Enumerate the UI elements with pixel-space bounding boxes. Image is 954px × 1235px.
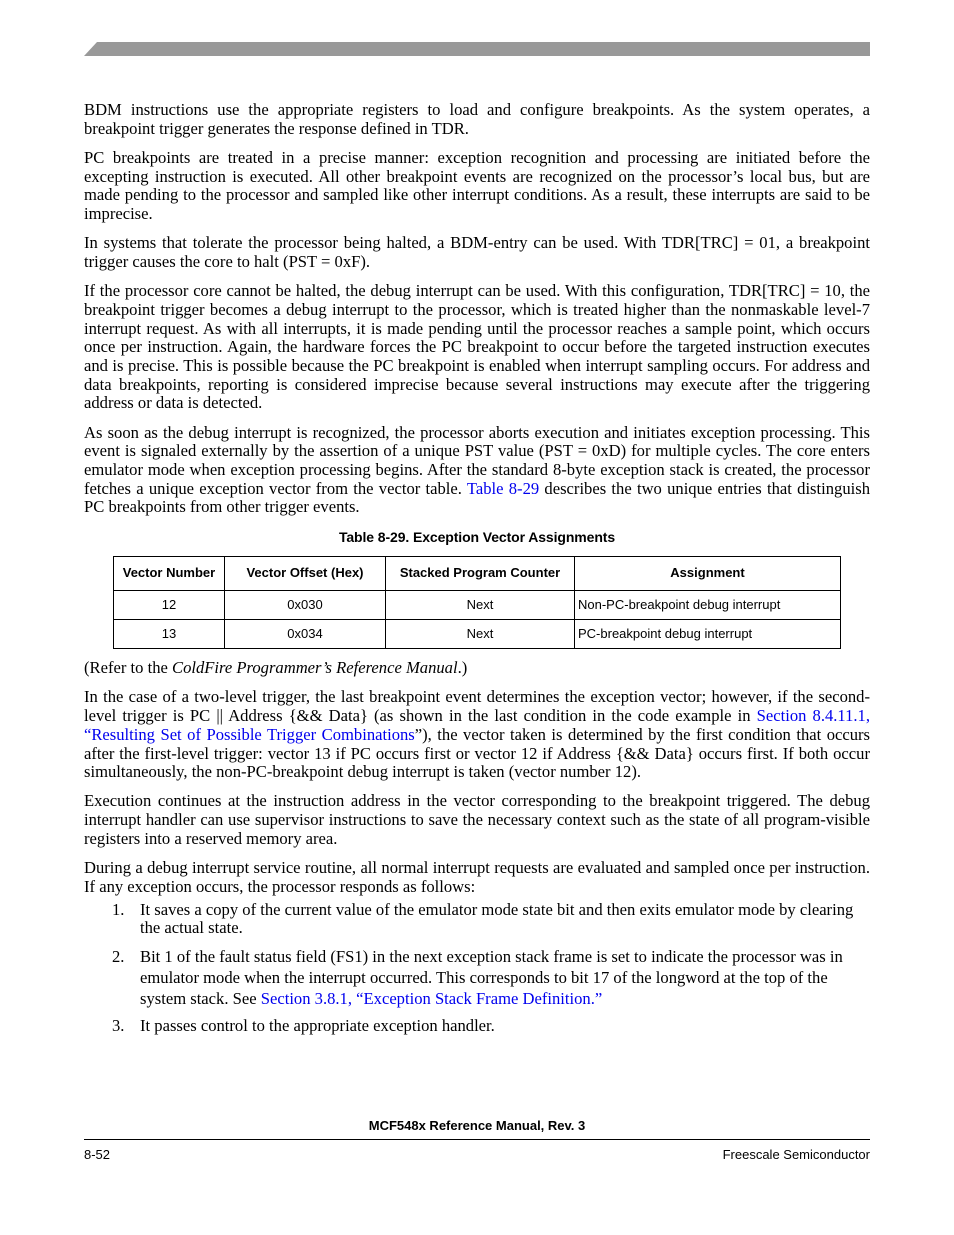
header-stacked-pc: Stacked Program Counter <box>386 557 575 591</box>
list-text: It passes control to the appropriate exception handler. <box>140 1015 495 1035</box>
list-number: 2. <box>112 946 125 966</box>
company-name: Freescale Semiconductor <box>722 1147 870 1162</box>
list-item <box>84 901 870 938</box>
page-number: 8-52 <box>84 1147 111 1162</box>
paragraph-text: (Refer to the <box>84 658 173 678</box>
paragraph: If the processor core cannot be halted, the debug interrupt can be used. With this configuration, TDR[TRC] = 10, the breakpoint trigger becomes a debug interrupt to the processor, which is treated higher than the nonmaskable level-7 interrupt request. As with all interrupts, it is made pending until the processor reaches a sample point, which occurs once per instruction. Again, the hardware forces the PC breakpoint to occur before the targeted instruction executes and is precise. This is possible because the PC breakpoint is enabled when interrupt sampling occurs. For address and data breakpoints, reporting is considered imprecise because several instructions may execute after the triggering address or data is detected. <box>84 281 870 413</box>
paragraph-text: As soon as the debug interrupt is recognized, the processor aborts execution and initiates exception processing. This event is signaled externally by the assertion of a unique PST value (PST = 0xD) for multiple cycles. The core enters emulator mode when exception processing begins. After the standard 8-byte exception stack is created, the processor fetches a unique exception vector from the vector table. <box>84 422 870 498</box>
cell-vector-offset: 0x030 <box>225 591 386 620</box>
cell-vector-offset: 0x034 <box>225 620 386 649</box>
footer-divider <box>84 1139 870 1140</box>
header-assignment: Assignment <box>575 557 841 591</box>
paragraph-text: describes the two unique entries that distinguish PC breakpoints from other trigger events. <box>84 478 870 517</box>
footer-title: MCF548x Reference Manual, Rev. 3 <box>368 1118 586 1133</box>
table-row <box>114 620 841 649</box>
table-caption: Table 8-29. Exception Vector Assignments <box>338 528 616 545</box>
list-item <box>84 946 870 1009</box>
section-3-8-1-link[interactable]: Section 3.8.1, “Exception Stack Frame Definition.” <box>260 988 603 1008</box>
table-8-29-link[interactable]: Table 8-29 <box>466 478 540 498</box>
paragraph <box>84 688 870 782</box>
cell-assignment: PC-breakpoint debug interrupt <box>575 620 841 649</box>
list-number: 3. <box>112 1015 125 1035</box>
header-vector-offset: Vector Offset (Hex) <box>225 557 386 591</box>
paragraph-text: ”), the vector taken is determined by the first condition that occurs after the first-level trigger: vector 13 if PC occurs first or vector 12 if Address {&& Data} occurs first. If both occur simultaneously, the non-PC-breakpoint debug interrupt is taken (vector number 12). <box>84 724 871 782</box>
paragraph: Execution continues at the instruction address in the vector corresponding to the breakpoint triggered. The debug interrupt handler can use supervisor instructions to save the necessary context such as the state of all program-visible registers into a reserved memory area. <box>84 791 870 848</box>
section-8-4-11-1-link[interactable]: Section 8.4.11.1, “Resulting Set of Possible Trigger Combinations <box>84 706 871 744</box>
table-row <box>114 591 841 620</box>
list-text: Bit 1 of the fault status field (FS1) in the next exception stack frame is set to indicate the processor was in emulator mode when the interrupt occurred. This corresponds to bit 17 of the longword at the top of the system stack. See <box>140 946 843 1008</box>
header-bar <box>84 42 870 56</box>
response-steps-list <box>84 901 870 1036</box>
cell-vector-number: 13 <box>114 620 225 649</box>
paragraph <box>84 424 870 518</box>
paragraph: PC breakpoints are treated in a precise manner: exception recognition and processing are initiated before the excepting instruction is executed. All other breakpoint events are recognized on the processor’s local bus, but are made pending to the processor and sampled like other interrupt conditions. As a result, these interrupts are said to be imprecise. <box>84 147 870 224</box>
paragraph <box>84 659 870 678</box>
paragraph: During a debug interrupt service routine, all normal interrupt requests are evaluated and sampled once per instruction. If any exception occurs, the processor responds as follows: <box>84 858 870 896</box>
table-header-row <box>114 557 841 591</box>
paragraph: BDM instructions use the appropriate registers to load and configure breakpoints. As the system operates, a breakpoint trigger generates the response defined in TDR. <box>84 100 870 138</box>
list-item <box>84 1017 870 1036</box>
cell-vector-number: 12 <box>114 591 225 620</box>
paragraph-text: .) <box>457 658 468 678</box>
cell-stacked-pc: Next <box>386 620 575 649</box>
cell-assignment: Non-PC-breakpoint debug interrupt <box>575 591 841 620</box>
exception-vector-table <box>113 556 841 649</box>
list-text: It saves a copy of the current value of the emulator mode state bit and then exits emulator mode by clearing the actual state. <box>140 899 854 938</box>
paragraph-text: In the case of a two-level trigger, the last breakpoint event determines the exception vector; however, if the second-level trigger is PC || Address {&& Data} (as shown in the last condition in the code example in <box>84 687 870 726</box>
paragraph: In systems that tolerate the processor being halted, a BDM-entry can be used. With TDR[TRC] = 01, a breakpoint trigger causes the core to halt (PST = 0xF). <box>84 233 870 271</box>
body-content <box>84 101 870 1044</box>
list-number: 1. <box>112 899 125 919</box>
cell-stacked-pc: Next <box>386 591 575 620</box>
header-vector-number: Vector Number <box>114 557 225 591</box>
manual-title: ColdFire Programmer’s Reference Manual <box>172 658 458 678</box>
